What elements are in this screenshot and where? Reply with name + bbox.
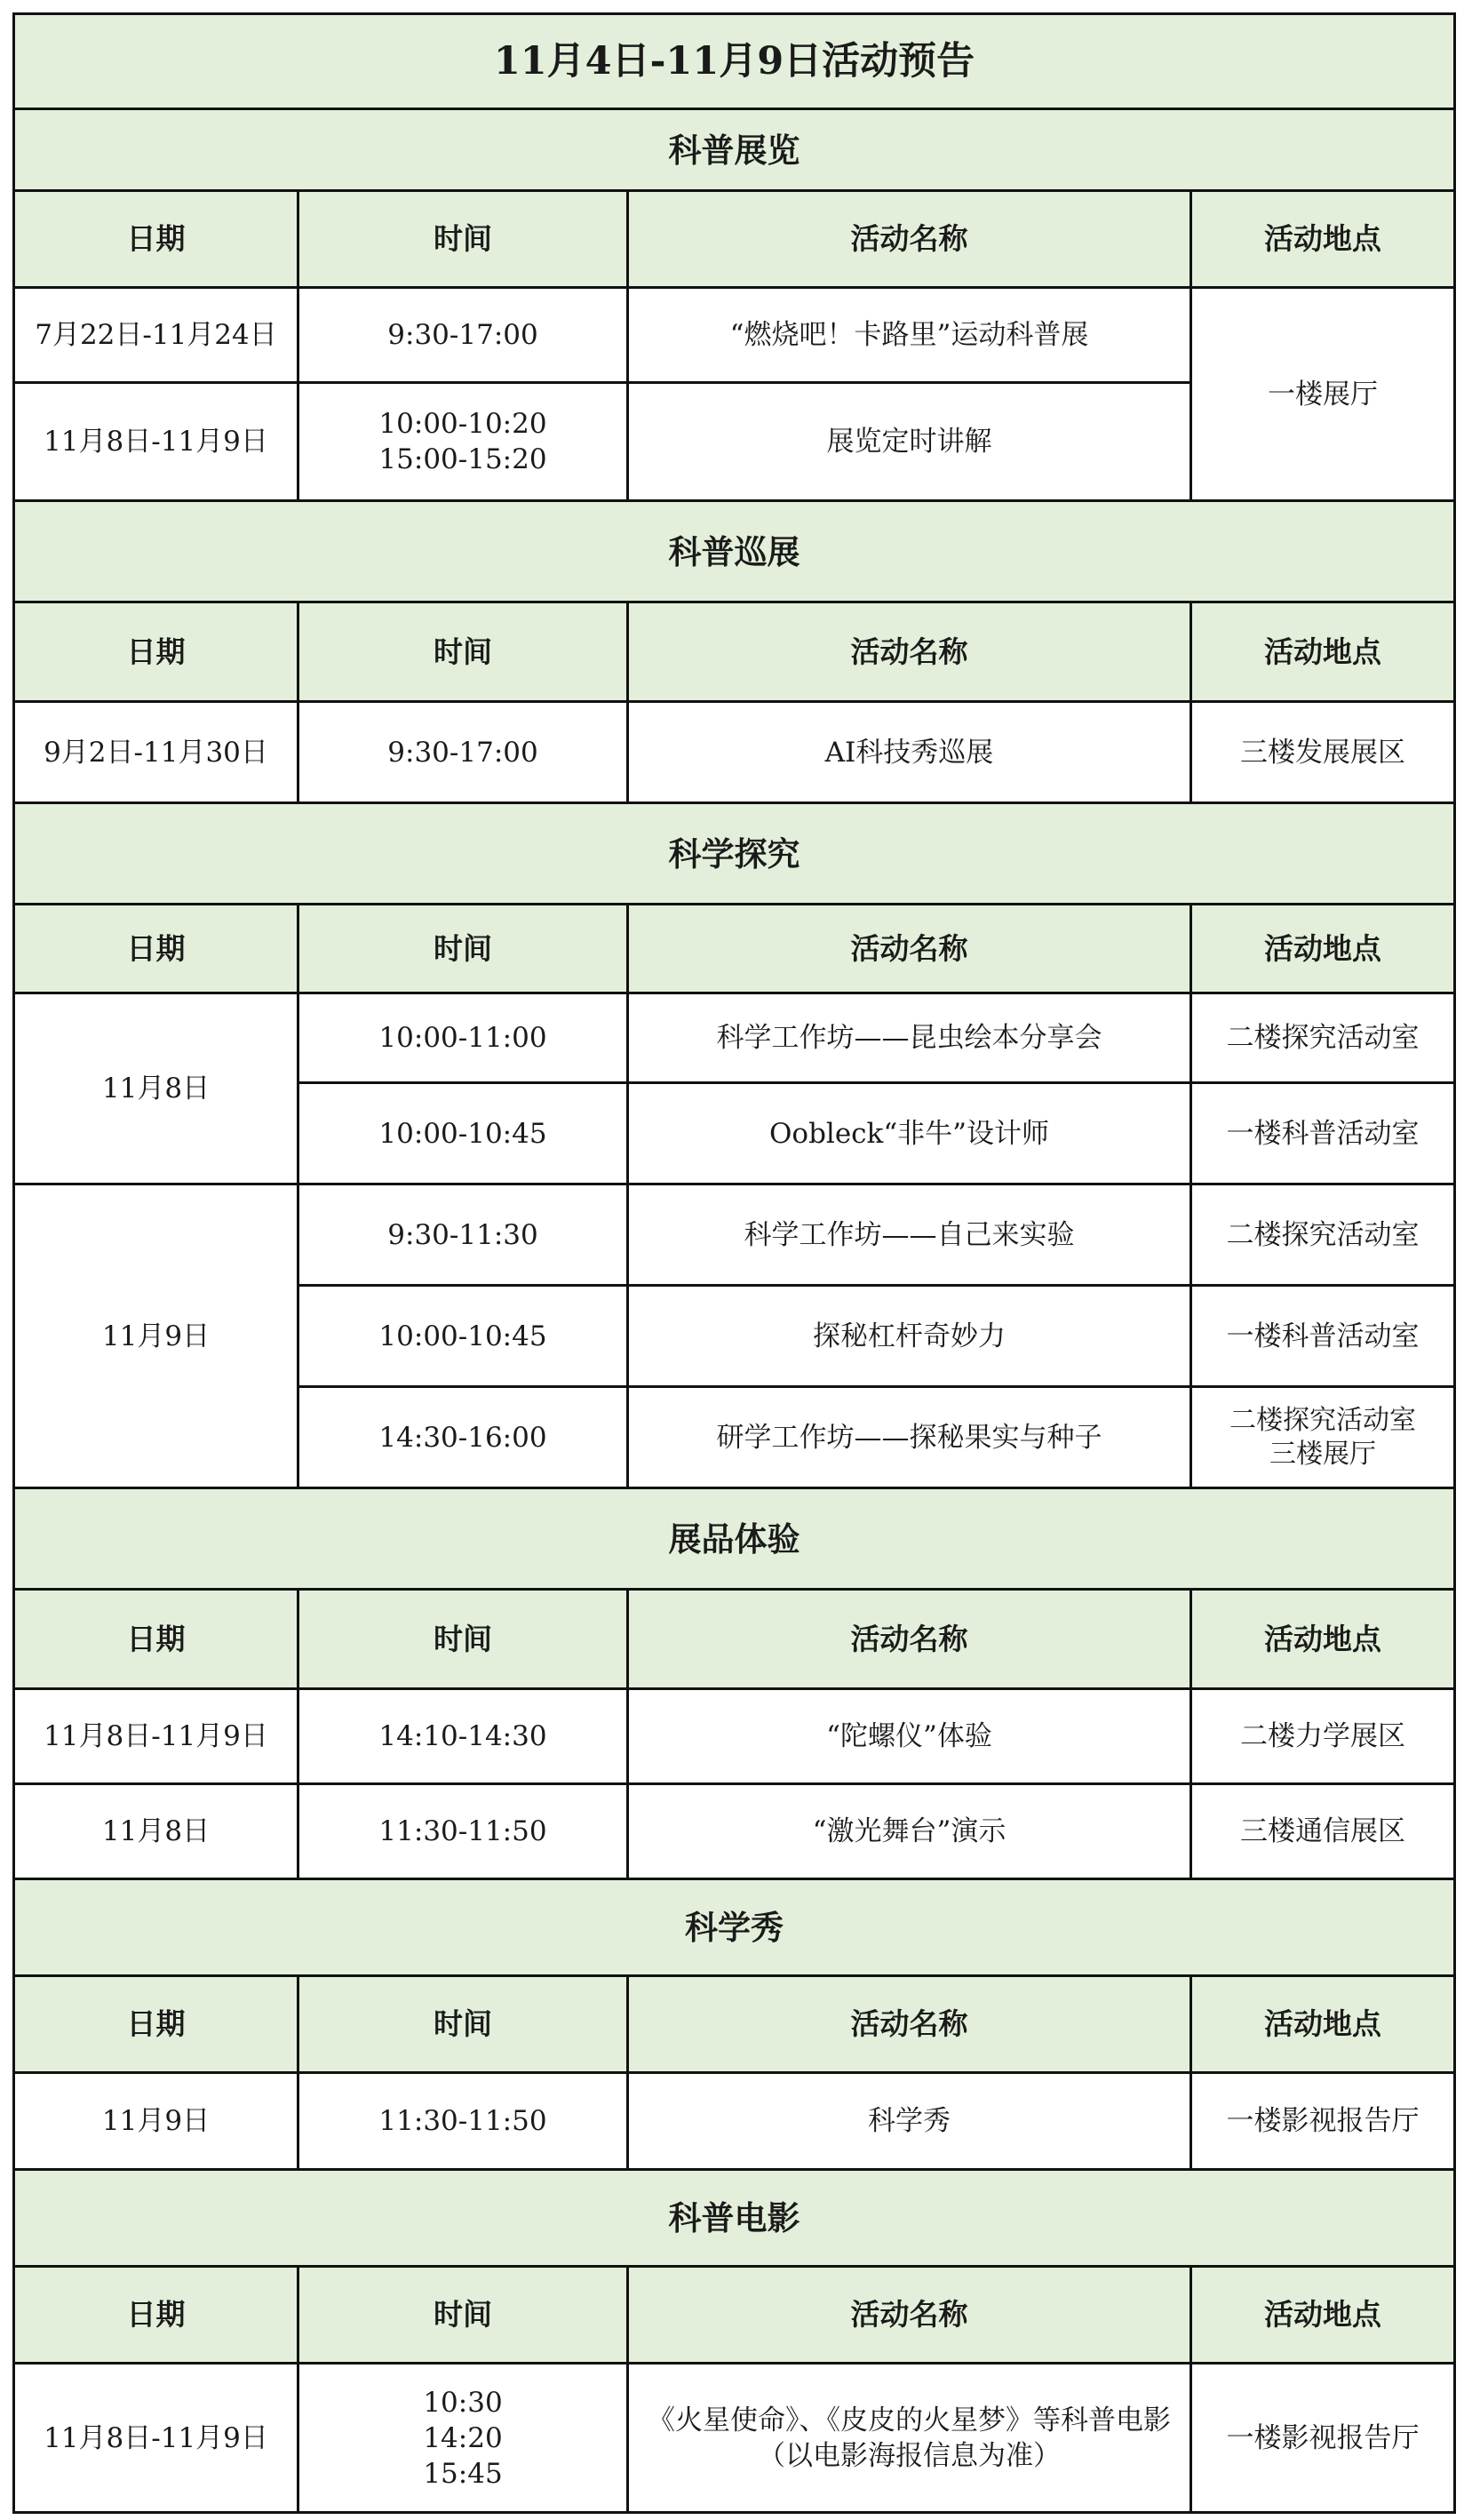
cell-date: 11月9日 xyxy=(14,1184,298,1488)
cell-time: 9:30-17:00 xyxy=(298,702,628,803)
header-date: 日期 xyxy=(14,2267,298,2364)
header-time: 时间 xyxy=(298,1590,628,1689)
cell-activity: 科学工作坊——昆虫绘本分享会 xyxy=(628,993,1191,1083)
cell-location: 二楼探究活动室 xyxy=(1191,1184,1455,1286)
cell-activity: Oobleck“非牛”设计师 xyxy=(628,1083,1191,1184)
cell-activity: 研学工作坊——探秘果实与种子 xyxy=(628,1387,1191,1488)
section-title-exhibit-experience: 展品体验 xyxy=(14,1488,1455,1590)
cell-time: 11:30-11:50 xyxy=(298,2073,628,2170)
cell-location: 二楼探究活动室 xyxy=(1191,993,1455,1083)
header-time: 时间 xyxy=(298,905,628,993)
cell-activity: 展览定时讲解 xyxy=(628,383,1191,501)
section-title-exhibition: 科普展览 xyxy=(14,109,1455,191)
header-date: 日期 xyxy=(14,191,298,288)
cell-time: 11:30-11:50 xyxy=(298,1784,628,1879)
header-activity: 活动名称 xyxy=(628,1590,1191,1689)
cell-date: 11月8日-11月9日 xyxy=(14,383,298,501)
cell-activity: 《火星使命》、《皮皮的火星梦》等科普电影（以电影海报信息为准） xyxy=(628,2364,1191,2513)
header-location: 活动地点 xyxy=(1191,1976,1455,2073)
cell-activity: “燃烧吧！卡路里”运动科普展 xyxy=(628,288,1191,383)
cell-activity: “陀螺仪”体验 xyxy=(628,1689,1191,1784)
cell-date: 11月9日 xyxy=(14,2073,298,2170)
cell-date: 11月8日-11月9日 xyxy=(14,1689,298,1784)
cell-location: 二楼力学展区 xyxy=(1191,1689,1455,1784)
cell-time: 9:30-11:30 xyxy=(298,1184,628,1286)
cell-date: 9月2日-11月30日 xyxy=(14,702,298,803)
header-activity: 活动名称 xyxy=(628,2267,1191,2364)
header-location: 活动地点 xyxy=(1191,602,1455,702)
cell-location: 一楼科普活动室 xyxy=(1191,1286,1455,1387)
cell-activity: 科学工作坊——自己来实验 xyxy=(628,1184,1191,1286)
cell-time: 10:00-11:00 xyxy=(298,993,628,1083)
header-location: 活动地点 xyxy=(1191,1590,1455,1689)
page-title: 11月4日-11月9日活动预告 xyxy=(14,14,1455,109)
header-location: 活动地点 xyxy=(1191,905,1455,993)
header-time: 时间 xyxy=(298,1976,628,2073)
cell-date: 11月8日 xyxy=(14,1784,298,1879)
header-date: 日期 xyxy=(14,1976,298,2073)
header-activity: 活动名称 xyxy=(628,905,1191,993)
cell-time: 14:10-14:30 xyxy=(298,1689,628,1784)
section-title-touring: 科普巡展 xyxy=(14,501,1455,602)
header-activity: 活动名称 xyxy=(628,191,1191,288)
header-activity: 活动名称 xyxy=(628,602,1191,702)
section-title-science-show: 科学秀 xyxy=(14,1879,1455,1976)
cell-time: 10:00-10:20 15:00-15:20 xyxy=(298,383,628,501)
cell-activity: 探秘杠杆奇妙力 xyxy=(628,1286,1191,1387)
cell-location: 一楼影视报告厅 xyxy=(1191,2364,1455,2513)
header-time: 时间 xyxy=(298,191,628,288)
cell-activity: AI科技秀巡展 xyxy=(628,702,1191,803)
section-title-film: 科普电影 xyxy=(14,2170,1455,2267)
cell-location: 一楼影视报告厅 xyxy=(1191,2073,1455,2170)
cell-time: 10:00-10:45 xyxy=(298,1083,628,1184)
cell-time: 10:00-10:45 xyxy=(298,1286,628,1387)
cell-time: 9:30-17:00 xyxy=(298,288,628,383)
header-activity: 活动名称 xyxy=(628,1976,1191,2073)
header-location: 活动地点 xyxy=(1191,2267,1455,2364)
cell-location: 三楼发展展区 xyxy=(1191,702,1455,803)
cell-date: 11月8日 xyxy=(14,993,298,1184)
cell-location: 一楼科普活动室 xyxy=(1191,1083,1455,1184)
header-time: 时间 xyxy=(298,602,628,702)
header-location: 活动地点 xyxy=(1191,191,1455,288)
cell-location: 一楼展厅 xyxy=(1191,288,1455,501)
cell-location: 三楼通信展区 xyxy=(1191,1784,1455,1879)
header-date: 日期 xyxy=(14,602,298,702)
cell-time: 10:30 14:20 15:45 xyxy=(298,2364,628,2513)
header-date: 日期 xyxy=(14,905,298,993)
section-title-inquiry: 科学探究 xyxy=(14,803,1455,905)
cell-activity: 科学秀 xyxy=(628,2073,1191,2170)
cell-activity: “激光舞台”演示 xyxy=(628,1784,1191,1879)
header-time: 时间 xyxy=(298,2267,628,2364)
schedule-table xyxy=(12,12,1456,2514)
cell-time: 14:30-16:00 xyxy=(298,1387,628,1488)
cell-date: 11月8日-11月9日 xyxy=(14,2364,298,2513)
cell-date: 7月22日-11月24日 xyxy=(14,288,298,383)
header-date: 日期 xyxy=(14,1590,298,1689)
cell-location: 二楼探究活动室 三楼展厅 xyxy=(1191,1387,1455,1488)
